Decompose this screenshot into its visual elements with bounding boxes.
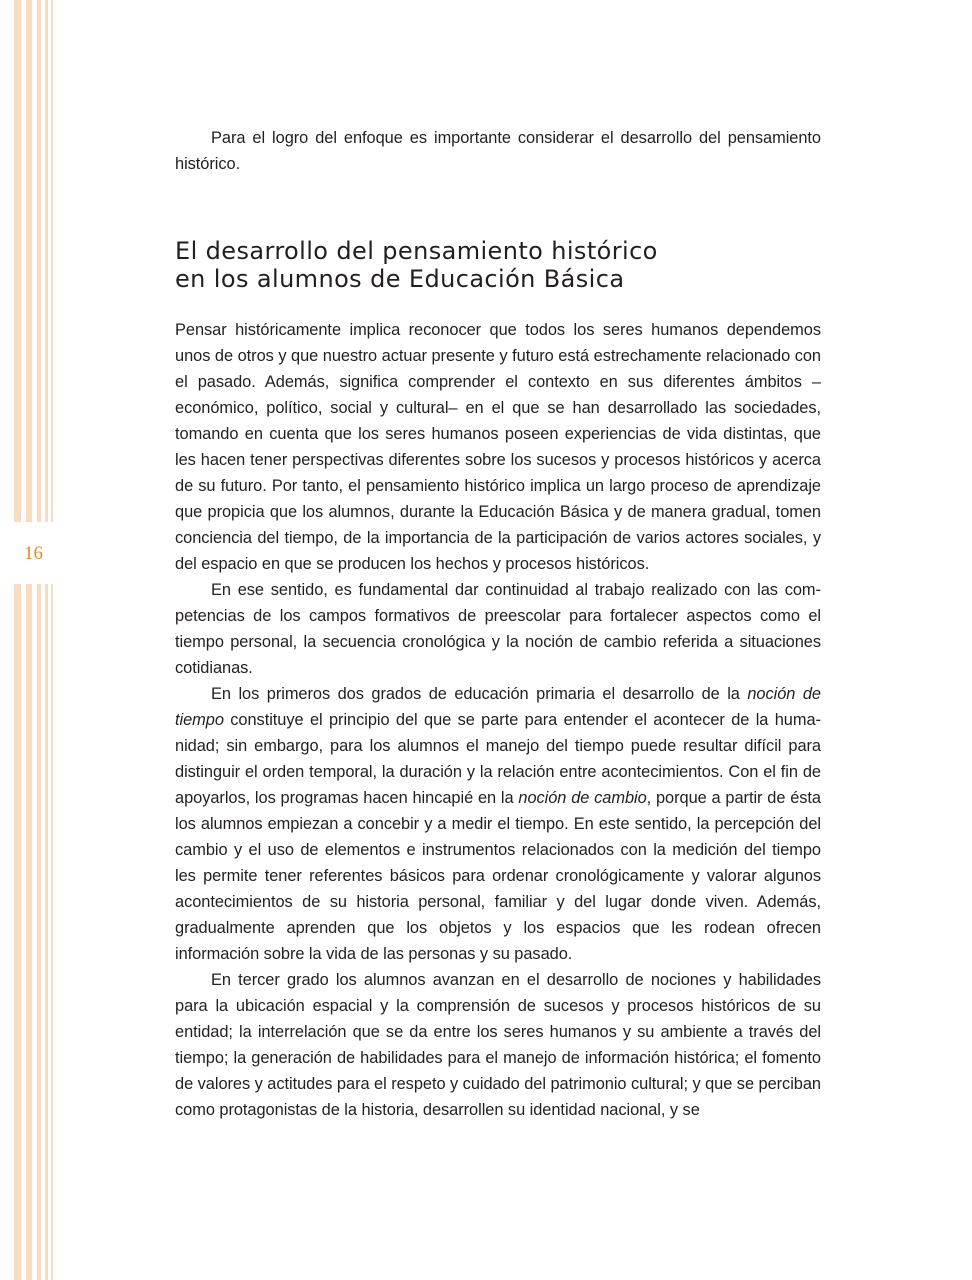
intro-paragraph: Para el logro del enfoque es importante considerar el desarrollo del pensamiento histórico. — [175, 129, 821, 173]
margin-stripe — [14, 0, 21, 1280]
page-content — [175, 125, 821, 1123]
section-heading-line-1: El desarrollo del pensamiento histórico — [175, 237, 658, 265]
margin-stripe — [51, 0, 53, 1280]
body-paragraph-1: Pensar históricamente implica reconocer que todos los seres humanos dependemos unos de otros y que nuestro actuar presente y futuro está estrechamente relacionado con el pasado. Además, significa comprender el contexto en sus diferentes ámbitos –económico, político, social y cultural– en el que se han desarrollado las sociedades, tomando en cuenta que los seres humanos poseen experiencias de vida distintas, que les hacen tener perspectivas diferentes sobre los sucesos y procesos históricos y acerca de su futuro. Por tanto, el pensamiento histórico implica un largo proceso de aprendizaje que propicia que los alumnos, durante la Educación Básica y de manera gradual, tomen conciencia del tiempo, de la importancia de la participación de varios actores sociales, y del espacio en que se producen los hechos y procesos históricos. — [175, 321, 821, 573]
emphasis-nocion-de-tiempo: noción de tiempo — [175, 685, 821, 729]
margin-stripe — [26, 0, 32, 1280]
margin-stripe — [37, 0, 41, 1280]
paragraph-3-text-1: En los primeros dos grados de educación primaria el desarrollo de la — [211, 685, 748, 703]
section-heading-line-2: en los alumnos de Educación Básica — [175, 265, 625, 293]
margin-stripe — [45, 0, 48, 1280]
margin-decoration — [0, 0, 60, 1280]
emphasis-nocion-de-cambio: noción de cambio — [518, 789, 647, 807]
paragraph-3-text-3: , porque a partir de ésta los alumnos empiezan a concebir y a medir el tiempo. En este sentido, la percepción del cambio y el uso de elementos e instrumentos relacionados con la medición del tiempo les permite tener referentes básicos para ordenar cronológicamente y valorar algunos acontecimientos de su historia personal, familiar y del lugar donde viven. Además, gradualmente aprenden que los objetos y los espacios que les rodean ofrecen información sobre la vida de las personas y su pasado. — [175, 789, 821, 963]
body-paragraph-2: En ese sentido, es fundamental dar continuidad al trabajo realizado con las competencias de los campos formativos de preescolar para fortalecer aspectos como el tiempo personal, la secuencia cronológica y la noción de cambio referida a situaciones cotidianas. — [175, 581, 821, 677]
paragraph-3-text-2: constituye el principio del que se parte para entender el acontecer de la humanidad; sin embargo, para los alumnos el manejo del tiempo puede resultar difícil para distinguir el orden temporal, la duración y la relación entre acontecimientos. Con el fin de apoyarlos, los programas hacen hincapié en la — [175, 711, 821, 807]
body-paragraph-4: En tercer grado los alumnos avanzan en el desarrollo de nociones y habilidades para la ubicación espacial y la comprensión de sucesos y procesos históricos de su entidad; la interrelación que se da entre los seres humanos y su ambiente a través del tiempo; la generación de habilidades para el manejo de información histórica; el fomento de valores y actitudes para el respeto y cuidado del patrimonio cultural; y que se perciban como protagonistas de la historia, desarrollen su identidad nacional, y se — [175, 971, 821, 1119]
section-heading — [175, 237, 821, 293]
body-paragraph-3 — [175, 681, 821, 967]
page-number: 16 — [24, 543, 43, 564]
